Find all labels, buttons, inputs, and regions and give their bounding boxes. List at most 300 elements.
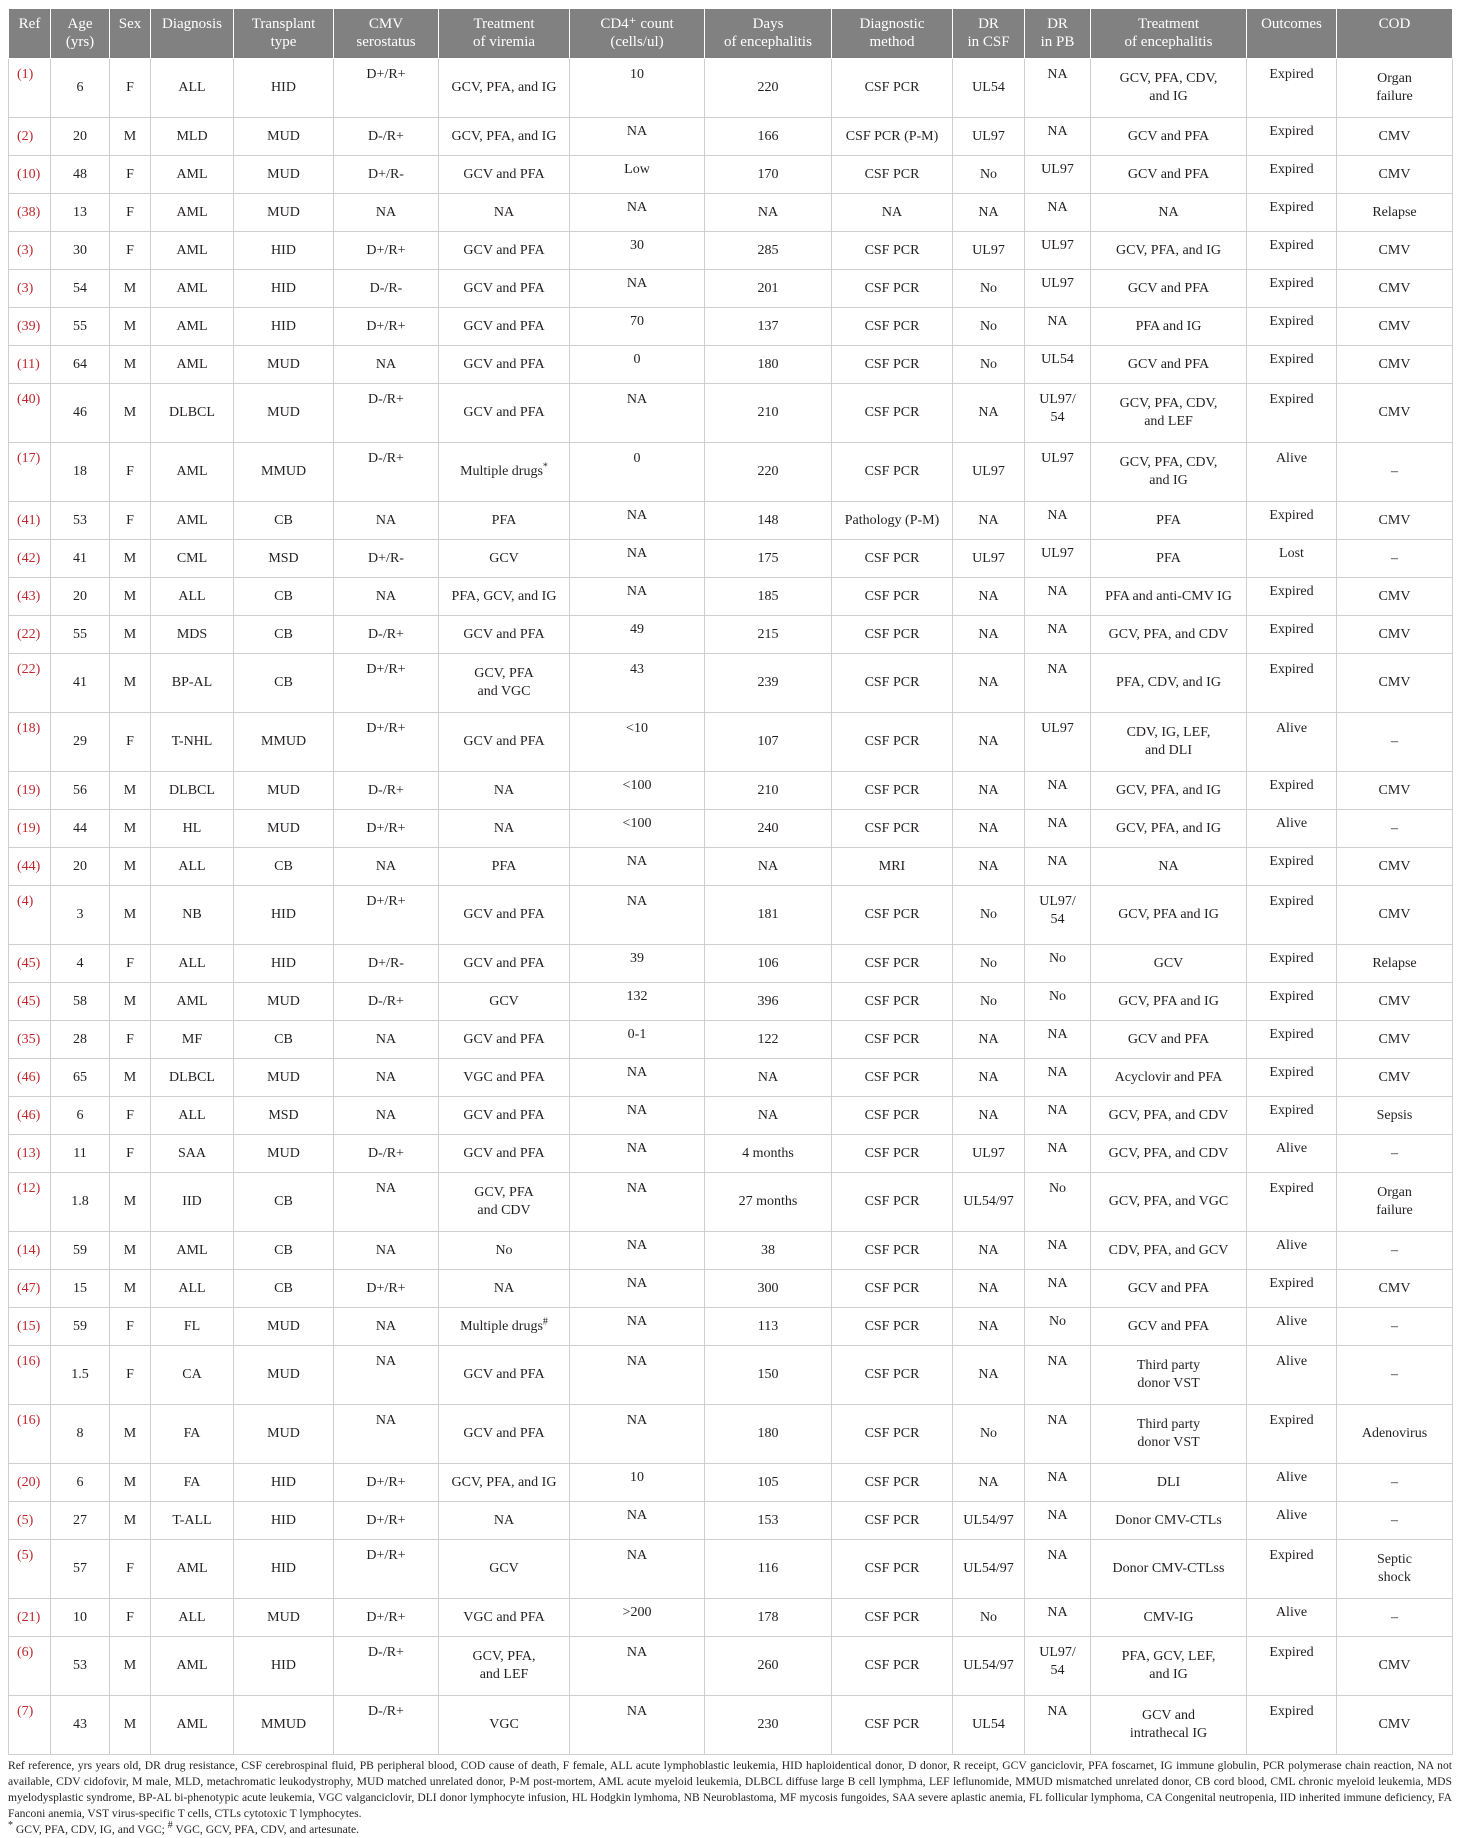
- cell-cd4: NA: [570, 118, 705, 156]
- cell-age: 65: [51, 1059, 110, 1097]
- cell-sex: F: [110, 194, 151, 232]
- cell-cmv: NA: [334, 848, 439, 886]
- cell-viremia: NA: [439, 1270, 570, 1308]
- cell-outcome: Alive: [1247, 1232, 1337, 1270]
- cell-outcome: Expired: [1247, 270, 1337, 308]
- cell-enceph: CMV-IG: [1091, 1599, 1247, 1637]
- cell-transplant: MUD: [234, 1135, 334, 1173]
- cell-drpb: NA: [1025, 1270, 1091, 1308]
- cell-enceph: GCV, PFA, and IG: [1091, 232, 1247, 270]
- cell-ref: (35): [9, 1021, 51, 1059]
- cell-cd4: 0: [570, 443, 705, 502]
- cell-diagnosis: ALL: [151, 578, 234, 616]
- cell-cd4: 30: [570, 232, 705, 270]
- cell-sex: F: [110, 1346, 151, 1405]
- cell-days: 260: [705, 1637, 832, 1696]
- cell-drpb: NA: [1025, 1696, 1091, 1755]
- cell-diagnosis: AML: [151, 502, 234, 540]
- column-header-viremia: Treatment of viremia: [439, 9, 570, 59]
- cell-diagnosis: AML: [151, 194, 234, 232]
- cell-viremia: GCV and PFA: [439, 1097, 570, 1135]
- cell-transplant: CB: [234, 1173, 334, 1232]
- cell-drpb: NA: [1025, 1405, 1091, 1464]
- cell-viremia: GCV, PFA, and IG: [439, 118, 570, 156]
- cell-ref: (17): [9, 443, 51, 502]
- cell-drcsf: UL97: [953, 540, 1025, 578]
- cell-cd4: NA: [570, 1173, 705, 1232]
- cell-cd4: NA: [570, 384, 705, 443]
- cell-age: 57: [51, 1540, 110, 1599]
- cell-drpb: NA: [1025, 1097, 1091, 1135]
- cell-transplant: CB: [234, 1021, 334, 1059]
- cell-outcome: Expired: [1247, 156, 1337, 194]
- cell-cd4: NA: [570, 578, 705, 616]
- cell-cd4: NA: [570, 1308, 705, 1346]
- abbreviations-note: Ref reference, yrs years old, DR drug resistance, CSF cerebrospinal fluid, PB peripheral blood, COD cause of death, F female, ALL acute lymphoblastic leukemia, HID haploidentical donor, D donor, R receipt, GCV ganciclovir, PFA foscarnet, IG immune globulin, PCR polymerase chain reaction, NA not available, CDV cidofovir, M male, MLD, metachromatic leukodystrophy, MUD matched unrelated donor, P-M post-mortem, AML acute myeloid leukemia, DLBCL diffuse large B cell lymphma, LEF leflunomide, MMUD mismatched unrelated donor, CB cord blood, CML chronic myeloid leukemia, MDS myelodysplastic syndrome, BP-AL bi-phenotypic acute leukemia, VGC valganciclovir, DLI donor lymphocyte infusion, HL Hodgkin lymhoma, NB Neuroblastoma, MF mycosis fungoides, SAA severe aplastic anemia, FL follicular lymphoma, CA Congenital neutropenia, IID inherited immune deficiency, FA Fanconi anemia, VST virus-specific T cells, CTLs cytotoxic T lymphocytes.: [8, 1759, 1452, 1820]
- cell-ref: (20): [9, 1464, 51, 1502]
- cell-diagnosis: ALL: [151, 945, 234, 983]
- cell-transplant: MUD: [234, 810, 334, 848]
- cell-cmv: D+/R+: [334, 59, 439, 118]
- cell-transplant: MUD: [234, 118, 334, 156]
- cell-drpb: NA: [1025, 118, 1091, 156]
- cell-method: CSF PCR: [832, 616, 953, 654]
- cell-outcome: Expired: [1247, 502, 1337, 540]
- cell-sex: M: [110, 1637, 151, 1696]
- cell-enceph: GCV, PFA, CDV, and LEF: [1091, 384, 1247, 443]
- cell-age: 53: [51, 1637, 110, 1696]
- cell-drcsf: NA: [953, 810, 1025, 848]
- cell-drpb: No: [1025, 1308, 1091, 1346]
- cell-outcome: Expired: [1247, 1696, 1337, 1755]
- cell-method: CSF PCR (P-M): [832, 118, 953, 156]
- cell-sex: F: [110, 1308, 151, 1346]
- cell-ref: (41): [9, 502, 51, 540]
- table-row: [9, 983, 1453, 1021]
- cell-transplant: HID: [234, 232, 334, 270]
- cell-ref: (46): [9, 1059, 51, 1097]
- cell-sex: M: [110, 654, 151, 713]
- cell-diagnosis: ALL: [151, 1097, 234, 1135]
- cell-drcsf: NA: [953, 654, 1025, 713]
- cell-diagnosis: AML: [151, 1540, 234, 1599]
- cell-diagnosis: AML: [151, 156, 234, 194]
- cell-age: 10: [51, 1599, 110, 1637]
- cell-age: 13: [51, 194, 110, 232]
- cell-cmv: D+/R+: [334, 654, 439, 713]
- cell-sex: M: [110, 1232, 151, 1270]
- cell-outcome: Expired: [1247, 194, 1337, 232]
- cell-outcome: Alive: [1247, 1308, 1337, 1346]
- cell-age: 44: [51, 810, 110, 848]
- cell-sex: F: [110, 59, 151, 118]
- cell-cmv: NA: [334, 1405, 439, 1464]
- cell-drpb: NA: [1025, 1232, 1091, 1270]
- column-header-enceph: Treatment of encephalitis: [1091, 9, 1247, 59]
- cell-method: CSF PCR: [832, 983, 953, 1021]
- cell-sex: M: [110, 346, 151, 384]
- cell-viremia: GCV and PFA: [439, 232, 570, 270]
- cell-viremia: GCV, PFA, and LEF: [439, 1637, 570, 1696]
- cell-transplant: MMUD: [234, 443, 334, 502]
- cell-cod: CMV: [1337, 384, 1453, 443]
- cell-viremia: GCV and PFA: [439, 1021, 570, 1059]
- cell-ref: (46): [9, 1097, 51, 1135]
- cell-cmv: D-/R+: [334, 1637, 439, 1696]
- cell-diagnosis: HL: [151, 810, 234, 848]
- cell-cd4: >200: [570, 1599, 705, 1637]
- cell-outcome: Expired: [1247, 654, 1337, 713]
- cell-drpb: NA: [1025, 654, 1091, 713]
- cell-cmv: D+/R+: [334, 886, 439, 945]
- cell-cmv: D-/R-: [334, 270, 439, 308]
- cell-days: 166: [705, 118, 832, 156]
- cell-cmv: D+/R+: [334, 1599, 439, 1637]
- cell-days: NA: [705, 1097, 832, 1135]
- table-row: [9, 232, 1453, 270]
- cell-method: CSF PCR: [832, 1308, 953, 1346]
- cell-cod: CMV: [1337, 1696, 1453, 1755]
- cell-cmv: D-/R+: [334, 384, 439, 443]
- cell-cod: Adenovirus: [1337, 1405, 1453, 1464]
- cell-cod: CMV: [1337, 270, 1453, 308]
- cell-cmv: NA: [334, 194, 439, 232]
- cell-transplant: MUD: [234, 384, 334, 443]
- cell-sex: M: [110, 616, 151, 654]
- cell-drcsf: NA: [953, 713, 1025, 772]
- cell-age: 18: [51, 443, 110, 502]
- cell-days: 396: [705, 983, 832, 1021]
- cell-viremia: GCV, PFA, and IG: [439, 59, 570, 118]
- cell-viremia: Multiple drugs*: [439, 443, 570, 502]
- cell-enceph: GCV and PFA: [1091, 1270, 1247, 1308]
- column-header-method: Diagnostic method: [832, 9, 953, 59]
- cell-sex: M: [110, 810, 151, 848]
- cell-sex: M: [110, 1059, 151, 1097]
- cell-diagnosis: DLBCL: [151, 384, 234, 443]
- cell-sex: M: [110, 540, 151, 578]
- cell-cod: –: [1337, 810, 1453, 848]
- cell-cod: CMV: [1337, 772, 1453, 810]
- cell-days: NA: [705, 1059, 832, 1097]
- cell-age: 8: [51, 1405, 110, 1464]
- cell-cod: CMV: [1337, 616, 1453, 654]
- cell-cmv: D+/R+: [334, 232, 439, 270]
- cell-enceph: Third party donor VST: [1091, 1346, 1247, 1405]
- table-row: [9, 1270, 1453, 1308]
- cell-outcome: Expired: [1247, 118, 1337, 156]
- cell-method: CSF PCR: [832, 59, 953, 118]
- cell-sex: M: [110, 1502, 151, 1540]
- cell-cod: –: [1337, 1308, 1453, 1346]
- cell-viremia: GCV and PFA: [439, 1405, 570, 1464]
- table-row: [9, 848, 1453, 886]
- cell-cmv: D-/R+: [334, 1135, 439, 1173]
- cell-outcome: Alive: [1247, 1135, 1337, 1173]
- column-header-cd4: CD4⁺ count (cells/ul): [570, 9, 705, 59]
- cell-method: CSF PCR: [832, 1599, 953, 1637]
- cell-transplant: CB: [234, 1232, 334, 1270]
- cell-ref: (19): [9, 772, 51, 810]
- cell-ref: (42): [9, 540, 51, 578]
- cell-days: NA: [705, 848, 832, 886]
- cell-ref: (11): [9, 346, 51, 384]
- cell-transplant: MUD: [234, 194, 334, 232]
- cell-ref: (38): [9, 194, 51, 232]
- cell-diagnosis: ALL: [151, 1599, 234, 1637]
- cell-days: 106: [705, 945, 832, 983]
- cell-viremia: VGC and PFA: [439, 1599, 570, 1637]
- cell-ref: (22): [9, 654, 51, 713]
- cell-ref: (6): [9, 1637, 51, 1696]
- cell-method: CSF PCR: [832, 578, 953, 616]
- cell-diagnosis: ALL: [151, 1270, 234, 1308]
- cell-ref: (16): [9, 1405, 51, 1464]
- table-footnotes: [8, 1758, 1452, 1838]
- cell-cmv: NA: [334, 1232, 439, 1270]
- cell-method: CSF PCR: [832, 1135, 953, 1173]
- cell-diagnosis: AML: [151, 1696, 234, 1755]
- column-header-days: Days of encephalitis: [705, 9, 832, 59]
- cell-sex: M: [110, 578, 151, 616]
- cell-method: CSF PCR: [832, 443, 953, 502]
- cell-outcome: Expired: [1247, 59, 1337, 118]
- cell-cd4: NA: [570, 1540, 705, 1599]
- cell-age: 58: [51, 983, 110, 1021]
- cell-method: CSF PCR: [832, 713, 953, 772]
- cell-method: CSF PCR: [832, 772, 953, 810]
- cell-cod: CMV: [1337, 502, 1453, 540]
- cell-drpb: UL97/ 54: [1025, 886, 1091, 945]
- cell-method: CSF PCR: [832, 1502, 953, 1540]
- cell-outcome: Expired: [1247, 983, 1337, 1021]
- table-header: [9, 9, 1453, 59]
- cell-days: NA: [705, 194, 832, 232]
- cell-transplant: HID: [234, 270, 334, 308]
- cell-days: 220: [705, 59, 832, 118]
- cell-enceph: PFA: [1091, 502, 1247, 540]
- table-row: [9, 1599, 1453, 1637]
- cell-cod: Septic shock: [1337, 1540, 1453, 1599]
- cell-viremia: GCV and PFA: [439, 270, 570, 308]
- cell-enceph: Acyclovir and PFA: [1091, 1059, 1247, 1097]
- cell-diagnosis: CML: [151, 540, 234, 578]
- cell-outcome: Alive: [1247, 1599, 1337, 1637]
- cell-drpb: UL97: [1025, 540, 1091, 578]
- cell-sex: M: [110, 772, 151, 810]
- table-row: [9, 1405, 1453, 1464]
- cell-viremia: GCV and PFA: [439, 945, 570, 983]
- cell-enceph: PFA, CDV, and IG: [1091, 654, 1247, 713]
- cell-transplant: MUD: [234, 1346, 334, 1405]
- cell-viremia: GCV and PFA: [439, 156, 570, 194]
- cell-cmv: NA: [334, 1097, 439, 1135]
- cell-cod: CMV: [1337, 1059, 1453, 1097]
- column-header-sex: Sex: [110, 9, 151, 59]
- cell-ref: (12): [9, 1173, 51, 1232]
- cell-diagnosis: MLD: [151, 118, 234, 156]
- cell-sex: M: [110, 886, 151, 945]
- cell-drpb: UL97: [1025, 443, 1091, 502]
- cell-outcome: Expired: [1247, 308, 1337, 346]
- cell-method: CSF PCR: [832, 1346, 953, 1405]
- cell-sex: M: [110, 308, 151, 346]
- cell-drcsf: UL54/97: [953, 1540, 1025, 1599]
- cell-cmv: D+/R-: [334, 156, 439, 194]
- cell-sex: F: [110, 945, 151, 983]
- cell-cd4: 10: [570, 1464, 705, 1502]
- cell-diagnosis: MF: [151, 1021, 234, 1059]
- cell-cmv: D-/R+: [334, 616, 439, 654]
- cell-transplant: MUD: [234, 1405, 334, 1464]
- cell-outcome: Expired: [1247, 1059, 1337, 1097]
- cell-enceph: GCV, PFA, and CDV: [1091, 1097, 1247, 1135]
- cell-viremia: No: [439, 1232, 570, 1270]
- cell-cmv: D+/R-: [334, 540, 439, 578]
- column-header-outcome: Outcomes: [1247, 9, 1337, 59]
- cell-sex: M: [110, 1696, 151, 1755]
- cell-drcsf: NA: [953, 1346, 1025, 1405]
- cell-diagnosis: T-ALL: [151, 1502, 234, 1540]
- cell-transplant: MUD: [234, 346, 334, 384]
- cell-cod: CMV: [1337, 1270, 1453, 1308]
- cell-enceph: GCV, PFA, and VGC: [1091, 1173, 1247, 1232]
- table-row: [9, 346, 1453, 384]
- cell-diagnosis: AML: [151, 443, 234, 502]
- cell-cd4: NA: [570, 1696, 705, 1755]
- cell-cmv: NA: [334, 1346, 439, 1405]
- cell-cod: Organ failure: [1337, 59, 1453, 118]
- cell-cmv: D-/R+: [334, 443, 439, 502]
- cell-method: MRI: [832, 848, 953, 886]
- cell-method: CSF PCR: [832, 1464, 953, 1502]
- table-row: [9, 59, 1453, 118]
- cell-sex: M: [110, 270, 151, 308]
- cell-transplant: CB: [234, 848, 334, 886]
- table-row: [9, 772, 1453, 810]
- cell-method: CSF PCR: [832, 308, 953, 346]
- cell-age: 6: [51, 1097, 110, 1135]
- cell-sex: F: [110, 1097, 151, 1135]
- cell-transplant: HID: [234, 1464, 334, 1502]
- cell-drcsf: UL97: [953, 1135, 1025, 1173]
- cell-viremia: GCV: [439, 983, 570, 1021]
- cell-age: 41: [51, 654, 110, 713]
- cell-diagnosis: AML: [151, 1232, 234, 1270]
- cell-drcsf: NA: [953, 502, 1025, 540]
- cell-transplant: MSD: [234, 1097, 334, 1135]
- cell-enceph: GCV and PFA: [1091, 118, 1247, 156]
- cell-outcome: Expired: [1247, 1540, 1337, 1599]
- cell-cd4: <100: [570, 810, 705, 848]
- cell-cod: CMV: [1337, 118, 1453, 156]
- cell-ref: (45): [9, 983, 51, 1021]
- cell-transplant: HID: [234, 1637, 334, 1696]
- cell-age: 30: [51, 232, 110, 270]
- cell-drcsf: No: [953, 886, 1025, 945]
- cell-drpb: UL97/ 54: [1025, 1637, 1091, 1696]
- cell-method: Pathology (P-M): [832, 502, 953, 540]
- cell-days: 185: [705, 578, 832, 616]
- cell-cd4: NA: [570, 1097, 705, 1135]
- cell-viremia: PFA, GCV, and IG: [439, 578, 570, 616]
- cell-transplant: HID: [234, 1540, 334, 1599]
- table-row: [9, 1346, 1453, 1405]
- table-row: [9, 118, 1453, 156]
- table-row: [9, 713, 1453, 772]
- cell-cmv: D+/R+: [334, 1464, 439, 1502]
- cell-viremia: GCV and PFA: [439, 713, 570, 772]
- cell-viremia: NA: [439, 772, 570, 810]
- cell-sex: M: [110, 118, 151, 156]
- table-body: [9, 59, 1453, 1755]
- cell-viremia: GCV, PFA and CDV: [439, 1173, 570, 1232]
- cell-cd4: <10: [570, 713, 705, 772]
- cell-outcome: Expired: [1247, 578, 1337, 616]
- cell-days: 210: [705, 772, 832, 810]
- cell-ref: (10): [9, 156, 51, 194]
- cell-age: 48: [51, 156, 110, 194]
- cell-drpb: NA: [1025, 1346, 1091, 1405]
- cell-viremia: GCV and PFA: [439, 1346, 570, 1405]
- cell-diagnosis: AML: [151, 983, 234, 1021]
- table-row: [9, 384, 1453, 443]
- table-row: [9, 1502, 1453, 1540]
- cell-drcsf: No: [953, 156, 1025, 194]
- cell-cd4: NA: [570, 1232, 705, 1270]
- cell-cd4: NA: [570, 1346, 705, 1405]
- cell-outcome: Alive: [1247, 1502, 1337, 1540]
- cell-drpb: NA: [1025, 578, 1091, 616]
- cell-cod: CMV: [1337, 346, 1453, 384]
- cell-cd4: 43: [570, 654, 705, 713]
- cell-drcsf: NA: [953, 1097, 1025, 1135]
- header-row: [9, 9, 1453, 59]
- cell-ref: (3): [9, 270, 51, 308]
- cell-age: 41: [51, 540, 110, 578]
- cell-method: CSF PCR: [832, 886, 953, 945]
- cell-cod: –: [1337, 1502, 1453, 1540]
- cell-cmv: NA: [334, 578, 439, 616]
- column-header-diagnosis: Diagnosis: [151, 9, 234, 59]
- cell-age: 56: [51, 772, 110, 810]
- cell-cd4: NA: [570, 1059, 705, 1097]
- cell-enceph: GCV, PFA, and IG: [1091, 772, 1247, 810]
- cell-viremia: GCV and PFA: [439, 346, 570, 384]
- cell-cod: CMV: [1337, 232, 1453, 270]
- cell-age: 1.5: [51, 1346, 110, 1405]
- cell-sex: M: [110, 1464, 151, 1502]
- cell-cd4: <100: [570, 772, 705, 810]
- cell-cod: –: [1337, 443, 1453, 502]
- cell-ref: (7): [9, 1696, 51, 1755]
- cell-drcsf: No: [953, 945, 1025, 983]
- cell-transplant: CB: [234, 1270, 334, 1308]
- cell-cmv: D+/R-: [334, 945, 439, 983]
- cell-ref: (3): [9, 232, 51, 270]
- table-row: [9, 654, 1453, 713]
- cell-enceph: NA: [1091, 848, 1247, 886]
- cell-sex: F: [110, 1599, 151, 1637]
- cell-outcome: Expired: [1247, 1270, 1337, 1308]
- cell-cmv: D+/R+: [334, 713, 439, 772]
- cell-cod: –: [1337, 1232, 1453, 1270]
- table-row: [9, 1173, 1453, 1232]
- cell-sex: F: [110, 156, 151, 194]
- cell-drpb: NA: [1025, 1021, 1091, 1059]
- cell-enceph: PFA: [1091, 540, 1247, 578]
- cell-days: 113: [705, 1308, 832, 1346]
